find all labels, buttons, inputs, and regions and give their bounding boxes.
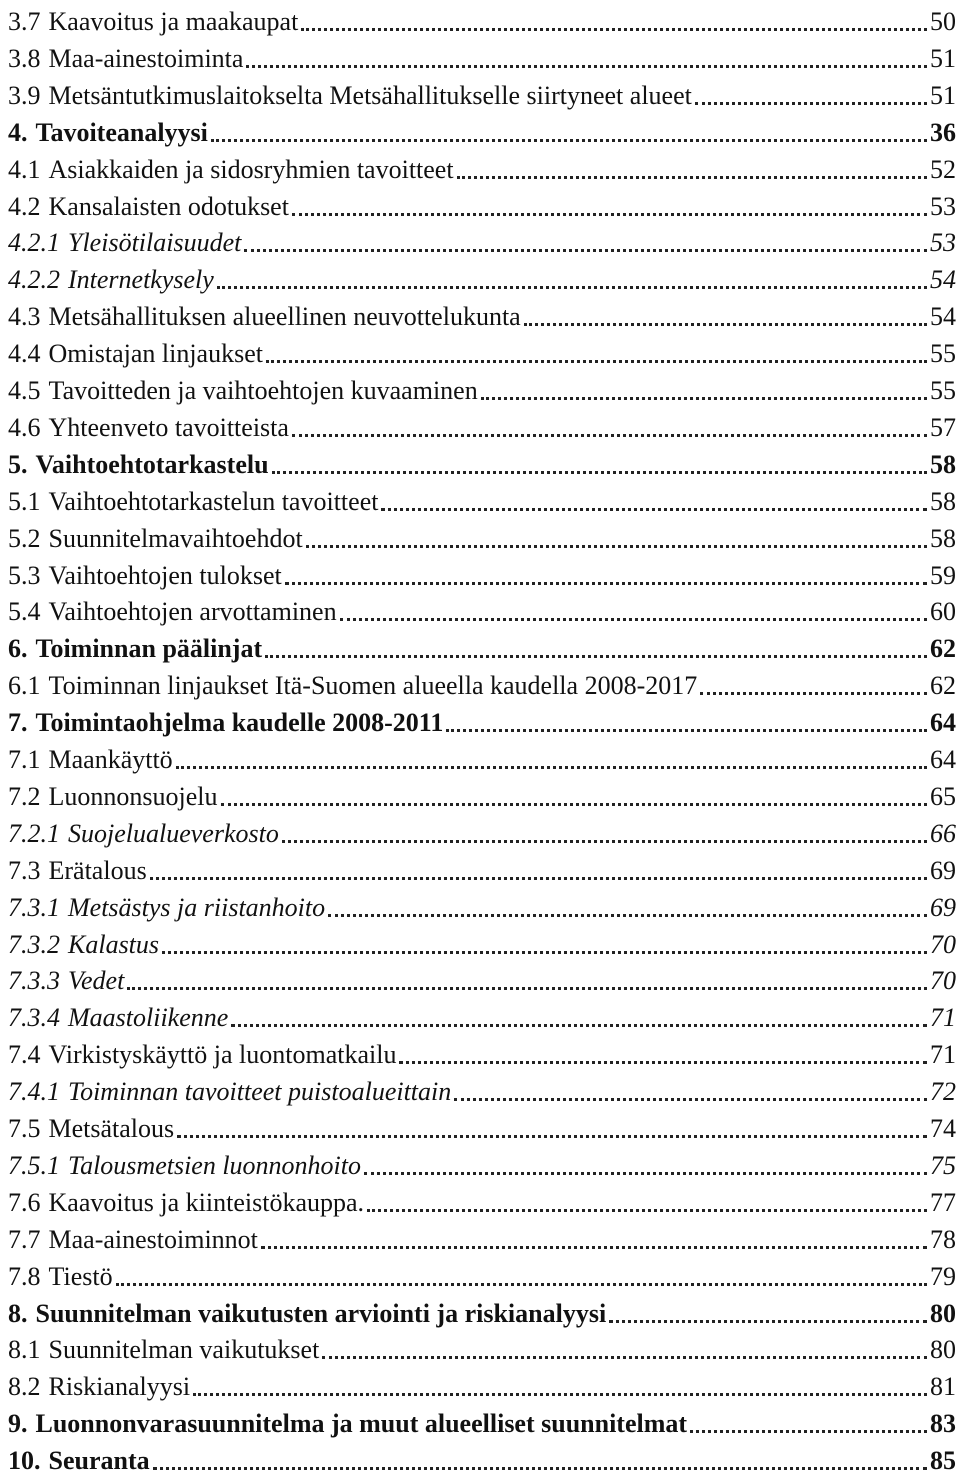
toc-entry-page-number: 70 <box>930 929 956 959</box>
toc-entry-page-number: 78 <box>930 1224 956 1254</box>
toc-entry[interactable] <box>8 148 956 185</box>
toc-entry-title: Metsähallituksen alueellinen neuvottelukunta <box>48 302 521 332</box>
dot-leader <box>261 1245 927 1249</box>
toc-entry[interactable] <box>8 185 956 222</box>
toc-entry[interactable] <box>8 738 956 775</box>
toc-entry-number: 7.3.2 <box>8 929 60 959</box>
toc-entry-page-number: 74 <box>930 1114 956 1143</box>
toc-entry-page-number: 80 <box>930 1298 956 1328</box>
toc-entry[interactable] <box>8 923 956 960</box>
toc-entry-number: 7.8 <box>8 1261 41 1291</box>
toc-entry-title: Vaihtoehtojen tulokset <box>48 560 282 590</box>
toc-entry-title: Metsäntutkimuslaitokselta Metsähallitukselle siirtyneet alueet <box>48 80 692 110</box>
toc-entry-page-number: 77 <box>930 1187 956 1217</box>
toc-entry[interactable] <box>8 406 956 443</box>
toc-entry-title: Suunnitelman vaikutukset <box>48 1335 320 1365</box>
toc-entry-title: Metsätalous <box>48 1114 175 1143</box>
toc-entry-number: 7.2 <box>8 781 41 811</box>
dot-leader <box>244 248 927 252</box>
toc-entry-title: Maastoliikenne <box>68 1003 229 1033</box>
toc-entry[interactable] <box>8 1439 956 1476</box>
toc-entry[interactable] <box>8 1255 956 1292</box>
dot-leader <box>322 1355 927 1359</box>
toc-entry[interactable] <box>8 959 956 996</box>
dot-leader <box>690 1429 927 1433</box>
toc-entry[interactable] <box>8 0 956 37</box>
toc-entry-title: Luonnonsuojelu <box>48 781 218 811</box>
toc-entry-page-number: 53 <box>930 228 956 258</box>
toc-entry-page-number: 62 <box>930 634 956 664</box>
dot-leader <box>177 1134 927 1138</box>
dot-leader <box>116 1282 927 1286</box>
toc-entry-title: Toimintaohjelma kaudelle 2008-2011 <box>35 708 444 738</box>
toc-entry[interactable] <box>8 37 956 74</box>
toc-entry[interactable] <box>8 1144 956 1181</box>
toc-entry-title: Kaavoitus ja kiinteistökauppa. <box>48 1187 365 1217</box>
toc-entry[interactable] <box>8 443 956 480</box>
toc-entry[interactable] <box>8 1292 956 1329</box>
toc-entry-title: Kalastus <box>68 929 160 959</box>
dot-leader <box>211 138 927 142</box>
dot-leader <box>176 765 927 769</box>
dot-leader <box>700 691 927 695</box>
toc-entry-title: Asiakkaiden ja sidosryhmien tavoitteet <box>48 154 454 184</box>
dot-leader <box>454 1097 927 1101</box>
toc-entry-number: 7.1 <box>8 745 41 774</box>
toc-entry-title: Toiminnan tavoitteet puistoalueittain <box>68 1077 452 1107</box>
toc-entry[interactable] <box>8 480 956 517</box>
toc-entry-page-number: 55 <box>930 339 956 369</box>
toc-entry-page-number: 85 <box>930 1446 956 1476</box>
toc-entry[interactable] <box>8 1070 956 1107</box>
toc-entry-number: 7.2.1 <box>8 818 60 848</box>
toc-entry-page-number: 71 <box>930 1003 956 1033</box>
toc-entry-number: 8. <box>8 1298 28 1328</box>
toc-entry-page-number: 70 <box>930 966 956 996</box>
toc-entry-number: 3.9 <box>8 80 41 110</box>
toc-entry-page-number: 66 <box>930 818 956 848</box>
toc-entry-number: 7.6 <box>8 1187 41 1217</box>
toc-entry-title: Tavoitteden ja vaihtoehtojen kuvaaminen <box>48 376 478 405</box>
toc-entry-title: Vedet <box>68 966 125 996</box>
toc-entry[interactable] <box>8 775 956 812</box>
toc-entry-number: 5.3 <box>8 560 41 590</box>
toc-entry-number: 5. <box>8 449 28 479</box>
toc-entry-page-number: 72 <box>930 1077 956 1107</box>
toc-entry-title: Tavoiteanalyysi <box>35 117 208 147</box>
dot-leader <box>265 654 927 658</box>
toc-entry-title: Suojelualueverkosto <box>68 818 279 848</box>
toc-entry[interactable] <box>8 517 956 554</box>
dot-leader <box>221 802 928 806</box>
toc-entry-number: 5.1 <box>8 486 41 516</box>
toc-entry-number: 7.5 <box>8 1114 41 1143</box>
toc-entry-title: Seuranta <box>48 1446 150 1476</box>
toc-entry-page-number: 65 <box>930 781 956 811</box>
toc-entry[interactable] <box>8 886 956 923</box>
toc-entry[interactable] <box>8 1328 956 1365</box>
toc-entry-title: Luonnonvarasuunnitelma ja muut alueelliset suunnitelmat <box>35 1409 688 1439</box>
dot-leader <box>524 322 927 326</box>
toc-entry-number: 6. <box>8 634 28 664</box>
dot-leader <box>292 212 927 216</box>
toc-entry-number: 4.1 <box>8 154 41 184</box>
toc-entry[interactable] <box>8 295 956 332</box>
toc-entry-page-number: 55 <box>930 376 956 405</box>
toc-entry-number: 3.8 <box>8 43 41 73</box>
toc-entry-title: Toiminnan linjaukset Itä-Suomen alueella kaudella 2008-2017 <box>48 671 698 701</box>
toc-entry[interactable] <box>8 332 956 369</box>
toc-entry-page-number: 64 <box>930 745 956 774</box>
toc-entry-page-number: 52 <box>930 154 956 184</box>
dot-leader <box>150 876 927 880</box>
toc-entry-number: 3.7 <box>8 7 41 36</box>
toc-entry-title: Yhteenveto tavoitteista <box>48 412 289 442</box>
toc-entry-title: Kaavoitus ja maakaupat <box>48 7 299 36</box>
dot-leader <box>285 581 927 585</box>
toc-entry-page-number: 81 <box>930 1372 956 1402</box>
toc-entry-number: 7.3 <box>8 855 41 885</box>
toc-entry-title: Internetkysely <box>68 265 214 295</box>
toc-entry-number: 5.2 <box>8 523 41 553</box>
dot-leader <box>272 470 927 474</box>
toc-entry[interactable] <box>8 1181 956 1218</box>
dot-leader <box>266 359 927 363</box>
toc-entry-number: 10. <box>8 1446 41 1476</box>
toc-entry-title: Talousmetsien luonnonhoito <box>68 1150 362 1180</box>
toc-entry-number: 4.6 <box>8 412 41 442</box>
dot-leader <box>381 507 927 511</box>
toc-entry-page-number: 50 <box>930 7 956 36</box>
toc-entry[interactable] <box>8 258 956 295</box>
toc-entry-page-number: 58 <box>930 523 956 553</box>
toc-entry[interactable] <box>8 111 956 148</box>
toc-entry[interactable] <box>8 1402 956 1439</box>
toc-entry[interactable] <box>8 369 956 406</box>
toc-entry-number: 7.4.1 <box>8 1077 60 1107</box>
toc-entry[interactable] <box>8 1033 956 1070</box>
toc-entry-number: 4.5 <box>8 376 41 405</box>
toc-entry-page-number: 51 <box>930 80 956 110</box>
toc-entry-number: 7.4 <box>8 1040 41 1070</box>
toc-entry-number: 4.2 <box>8 191 41 221</box>
toc-entry-title: Maa-ainestoiminnot <box>48 1224 258 1254</box>
dot-leader <box>193 1392 927 1396</box>
toc-entry-title: Vaihtoehtotarkastelu <box>35 449 269 479</box>
toc-entry-page-number: 79 <box>930 1261 956 1291</box>
dot-leader <box>246 64 927 68</box>
dot-leader <box>364 1171 927 1175</box>
toc-entry-page-number: 57 <box>930 412 956 442</box>
dot-leader <box>127 986 927 990</box>
dot-leader <box>609 1319 927 1323</box>
toc-entry-title: Omistajan linjaukset <box>48 339 263 369</box>
toc-entry[interactable] <box>8 221 956 258</box>
dot-leader <box>153 1466 927 1470</box>
toc-entry-page-number: 80 <box>930 1335 956 1365</box>
dot-leader <box>481 396 927 400</box>
toc-entry-title: Suunnitelmavaihtoehdot <box>48 523 303 553</box>
dot-leader <box>306 544 927 548</box>
toc-entry[interactable] <box>8 590 956 627</box>
dot-leader <box>399 1060 927 1064</box>
toc-entry-page-number: 62 <box>930 671 956 701</box>
toc-entry-page-number: 58 <box>930 449 956 479</box>
toc-entry-title: Tiestö <box>48 1261 113 1291</box>
toc-entry-number: 9. <box>8 1409 28 1439</box>
toc-entry[interactable] <box>8 812 956 849</box>
toc-entry[interactable] <box>8 849 956 886</box>
toc-entry-page-number: 59 <box>930 560 956 590</box>
toc-entry[interactable] <box>8 1365 956 1402</box>
toc-entry-number: 4.3 <box>8 302 41 332</box>
toc-entry-title: Toiminnan päälinjat <box>35 634 263 664</box>
toc-entry-page-number: 71 <box>930 1040 956 1070</box>
dot-leader <box>301 27 927 31</box>
toc-entry-page-number: 53 <box>930 191 956 221</box>
toc-entry-page-number: 36 <box>930 117 956 147</box>
toc-entry-page-number: 58 <box>930 486 956 516</box>
toc-entry-title: Virkistyskäyttö ja luontomatkailu <box>48 1040 397 1070</box>
toc-entry-number: 5.4 <box>8 597 41 627</box>
toc-entry-page-number: 64 <box>930 708 956 738</box>
toc-entry-title: Yleisötilaisuudet <box>68 228 242 258</box>
toc-entry-title: Maankäyttö <box>48 745 173 774</box>
toc-entry[interactable] <box>8 554 956 591</box>
toc-entry-number: 7.3.1 <box>8 892 60 922</box>
toc-entry-number: 6.1 <box>8 671 41 701</box>
toc-entry-number: 4.2.2 <box>8 265 60 295</box>
dot-leader <box>367 1208 927 1212</box>
toc-entry-number: 8.1 <box>8 1335 41 1365</box>
toc-entry[interactable] <box>8 627 956 664</box>
toc-entry-number: 7.3.3 <box>8 966 60 996</box>
toc-entry-title: Vaihtoehtojen arvottaminen <box>48 597 337 627</box>
dot-leader <box>695 101 927 105</box>
dot-leader <box>340 617 927 621</box>
toc-entry-number: 7.7 <box>8 1224 41 1254</box>
dot-leader <box>457 175 927 179</box>
toc-entry-number: 4. <box>8 117 28 147</box>
toc-entry-title: Vaihtoehtotarkastelun tavoitteet <box>48 486 379 516</box>
dot-leader <box>328 913 927 917</box>
toc-entry-page-number: 51 <box>930 43 956 73</box>
toc-entry-title: Erätalous <box>48 855 147 885</box>
toc-entry-number: 4.4 <box>8 339 41 369</box>
toc-entry[interactable] <box>8 996 956 1033</box>
toc-entry-page-number: 83 <box>930 1409 956 1439</box>
dot-leader <box>217 285 927 289</box>
toc-entry-page-number: 60 <box>930 597 956 627</box>
toc-entry[interactable] <box>8 1107 956 1144</box>
toc-entry-page-number: 75 <box>930 1150 956 1180</box>
dot-leader <box>231 1023 927 1027</box>
toc-entry-number: 8.2 <box>8 1372 41 1402</box>
toc-entry-title: Kansalaisten odotukset <box>48 191 289 221</box>
toc-entry-page-number: 69 <box>930 855 956 885</box>
toc-entry[interactable] <box>8 74 956 111</box>
toc-entry-number: 7.3.4 <box>8 1003 60 1033</box>
dot-leader <box>282 839 927 843</box>
dot-leader <box>162 950 927 954</box>
toc-entry-title: Riskianalyysi <box>48 1372 191 1402</box>
toc-entry-number: 7.5.1 <box>8 1150 60 1180</box>
toc-entry-number: 7. <box>8 708 28 738</box>
toc-entry[interactable] <box>8 701 956 738</box>
toc-entry-title: Maa-ainestoiminta <box>48 43 244 73</box>
toc-entry-number: 4.2.1 <box>8 228 60 258</box>
toc-entry-title: Suunnitelman vaikutusten arviointi ja riskianalyysi <box>35 1298 607 1328</box>
toc-entry[interactable] <box>8 664 956 701</box>
toc-entry-page-number: 54 <box>930 302 956 332</box>
dot-leader <box>446 728 927 732</box>
toc-entry-title: Metsästys ja riistanhoito <box>68 892 326 922</box>
toc-entry-page-number: 69 <box>930 892 956 922</box>
toc-entry[interactable] <box>8 1218 956 1255</box>
dot-leader <box>292 433 927 437</box>
toc-entry-page-number: 54 <box>930 265 956 295</box>
